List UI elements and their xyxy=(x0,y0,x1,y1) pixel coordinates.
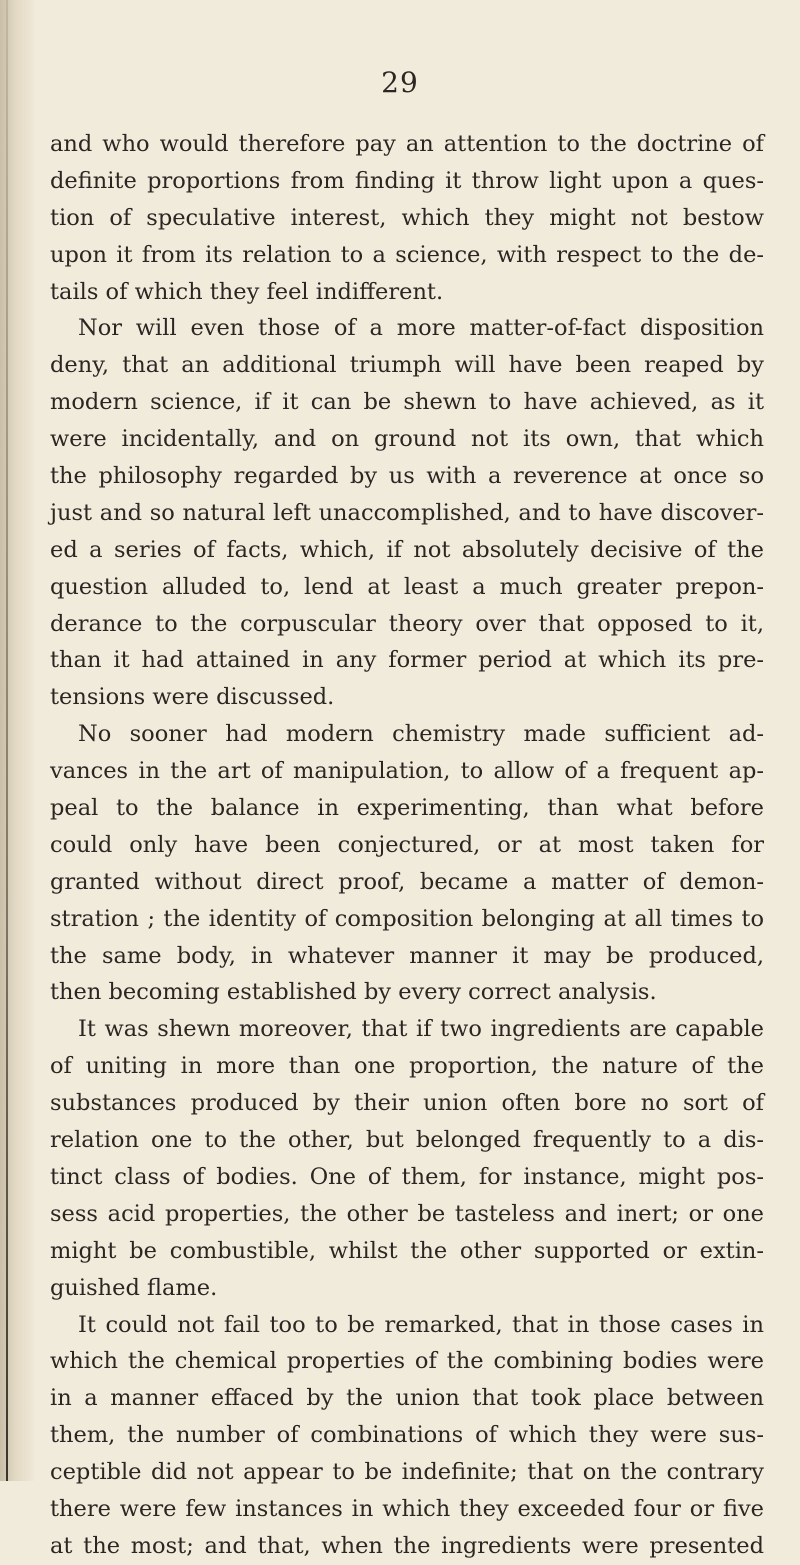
text-line: ceptible did not appear to be indefinite; that on the contrary xyxy=(50,1459,764,1486)
text-line: in a manner effaced by the union that took place between xyxy=(50,1385,764,1412)
page-number: 29 xyxy=(381,66,419,99)
text-line: at the most; and that, when the ingredients were presented xyxy=(50,1532,764,1559)
text-line: might be combustible, whilst the other supported or extin- xyxy=(50,1237,764,1264)
text-line: stration ; the identity of composition belonging at all times to xyxy=(50,905,764,932)
binding-gutter xyxy=(0,0,34,1481)
text-line: of uniting in more than one proportion, the nature of the xyxy=(50,1053,764,1080)
text-line: It could not fail too to be remarked, that in those cases in xyxy=(78,1311,764,1338)
text-line: upon it from its relation to a science, with respect to the de- xyxy=(50,241,764,268)
text-line: It was shewn moreover, that if two ingredients are capable xyxy=(78,1016,764,1043)
text-line: Nor will even those of a more matter-of-fact disposition xyxy=(78,315,764,342)
body-text xyxy=(50,126,764,1565)
text-line: No sooner had modern chemistry made sufficient ad- xyxy=(78,721,764,748)
text-line: than it had attained in any former period at which its pre- xyxy=(50,647,764,674)
text-line: tensions were discussed. xyxy=(50,684,335,711)
text-line: relation one to the other, but belonged frequently to a dis- xyxy=(50,1127,764,1154)
text-line: then becoming established by every correct analysis. xyxy=(50,979,657,1006)
text-line: ed a series of facts, which, if not absolutely decisive of the xyxy=(50,536,764,563)
text-line: peal to the balance in experimenting, than what before xyxy=(50,795,764,822)
text-line: which the chemical properties of the combining bodies were xyxy=(50,1348,764,1375)
text-line: the philosophy regarded by us with a reverence at once so xyxy=(50,463,764,490)
text-line: deny, that an additional triumph will have been reaped by xyxy=(50,352,764,379)
text-line: the same body, in whatever manner it may be produced, xyxy=(50,942,764,969)
text-line: substances produced by their union often bore no sort of xyxy=(50,1090,764,1117)
text-line: derance to the corpuscular theory over that opposed to it, xyxy=(50,610,764,637)
text-line: could only have been conjectured, or at most taken for xyxy=(50,831,764,858)
text-line: guished flame. xyxy=(50,1274,218,1301)
text-line: tion of speculative interest, which they might not bestow xyxy=(50,204,764,231)
text-line: were incidentally, and on ground not its own, that which xyxy=(50,426,764,453)
text-line: sess acid properties, the other be tasteless and inert; or one xyxy=(50,1200,764,1227)
text-line: and who would therefore pay an attention to the doctrine of xyxy=(50,131,764,157)
text-line: granted without direct proof, became a matter of demon- xyxy=(50,868,764,895)
text-line: tails of which they feel indifferent. xyxy=(50,278,444,305)
binding-shadow xyxy=(6,0,8,1481)
text-line: just and so natural left unaccomplished, and to have discover- xyxy=(50,499,764,526)
text-line: there were few instances in which they exceeded four or five xyxy=(50,1495,764,1522)
text-line: definite proportions from finding it throw light upon a ques- xyxy=(50,167,764,194)
text-line: vances in the art of manipulation, to allow of a frequent ap- xyxy=(50,758,764,785)
text-line: them, the number of combinations of which they were sus- xyxy=(50,1422,764,1449)
text-line: question alluded to, lend at least a much greater prepon- xyxy=(50,573,764,600)
text-line: tinct class of bodies. One of them, for instance, might pos- xyxy=(50,1163,764,1190)
text-line: modern science, if it can be shewn to have achieved, as it xyxy=(50,389,764,416)
